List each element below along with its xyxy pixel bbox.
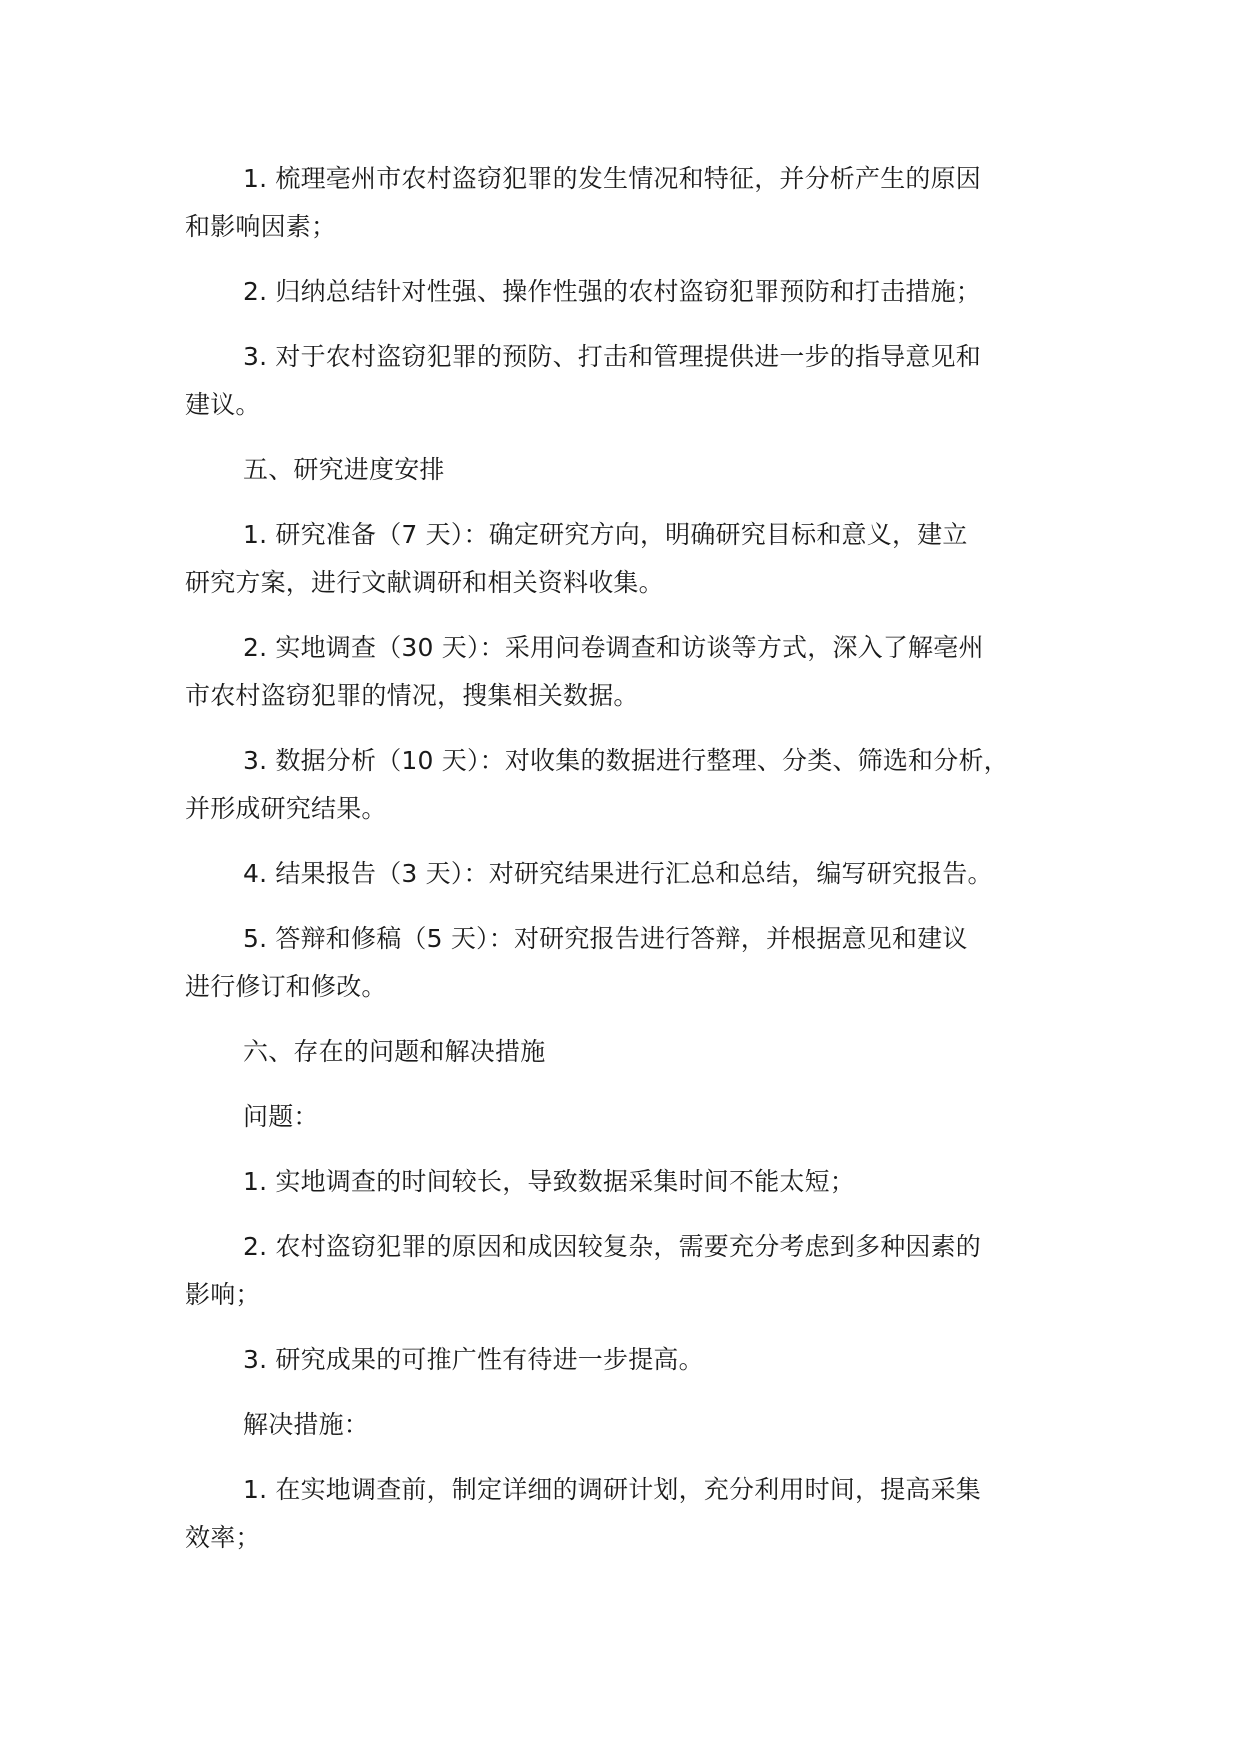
paragraph: [185, 915, 1065, 1011]
paragraph: [185, 624, 1065, 720]
paragraph: [185, 1336, 1065, 1384]
text-line: 进行修订和修改。: [185, 972, 387, 1001]
text-line: 研究方案，进行文献调研和相关资料收集。: [185, 568, 664, 597]
text-line: 效率；: [185, 1523, 261, 1552]
text-line: 建议。: [185, 390, 261, 419]
text-line: 2. 实地调查（30 天）：采用问卷调查和访谈等方式，深入了解亳州: [243, 633, 984, 662]
paragraph: [185, 511, 1065, 607]
subheading-text: 解决措施：: [243, 1410, 370, 1439]
text-line: 并形成研究结果。: [185, 794, 387, 823]
text-line: 1. 梳理亳州市农村盗窃犯罪的发生情况和特征，并分析产生的原因: [243, 164, 982, 193]
text-line: 和影响因素；: [185, 212, 337, 241]
text-line: 3. 研究成果的可推广性有待进一步提高。: [243, 1345, 704, 1374]
section-heading: [185, 1028, 1065, 1076]
paragraph: [185, 1466, 1065, 1562]
text-line: 1. 在实地调查前，制定详细的调研计划，充分利用时间，提高采集: [243, 1475, 982, 1504]
text-line: 市农村盗窃犯罪的情况，搜集相关数据。: [185, 681, 639, 710]
subheading-text: 问题：: [243, 1102, 319, 1131]
text-line: 1. 实地调查的时间较长，导致数据采集时间不能太短；: [243, 1167, 856, 1196]
section-heading: [185, 446, 1065, 494]
paragraph: [185, 1223, 1065, 1319]
paragraph: [185, 268, 1065, 316]
paragraph: [185, 155, 1065, 251]
text-line: 1. 研究准备（7 天）：确定研究方向，明确研究目标和意义，建立: [243, 520, 968, 549]
heading-text: 六、存在的问题和解决措施: [243, 1037, 546, 1066]
subheading: [185, 1401, 1065, 1449]
text-line: 3. 数据分析（10 天）：对收集的数据进行整理、分类、筛选和分析，: [243, 746, 1009, 775]
paragraph: [185, 737, 1065, 833]
paragraph: [185, 850, 1065, 898]
text-line: 5. 答辩和修稿（5 天）：对研究报告进行答辩，并根据意见和建议: [243, 924, 968, 953]
text-line: 3. 对于农村盗窃犯罪的预防、打击和管理提供进一步的指导意见和: [243, 342, 982, 371]
subheading: [185, 1093, 1065, 1141]
paragraph: [185, 1158, 1065, 1206]
text-line: 2. 归纳总结针对性强、操作性强的农村盗窃犯罪预防和打击措施；: [243, 277, 982, 306]
document-body: [185, 155, 1065, 1579]
paragraph: [185, 333, 1065, 429]
heading-text: 五、研究进度安排: [243, 455, 445, 484]
text-line: 4. 结果报告（3 天）：对研究结果进行汇总和总结，编写研究报告。: [243, 859, 993, 888]
text-line: 2. 农村盗窃犯罪的原因和成因较复杂，需要充分考虑到多种因素的: [243, 1232, 982, 1261]
text-line: 影响；: [185, 1280, 261, 1309]
